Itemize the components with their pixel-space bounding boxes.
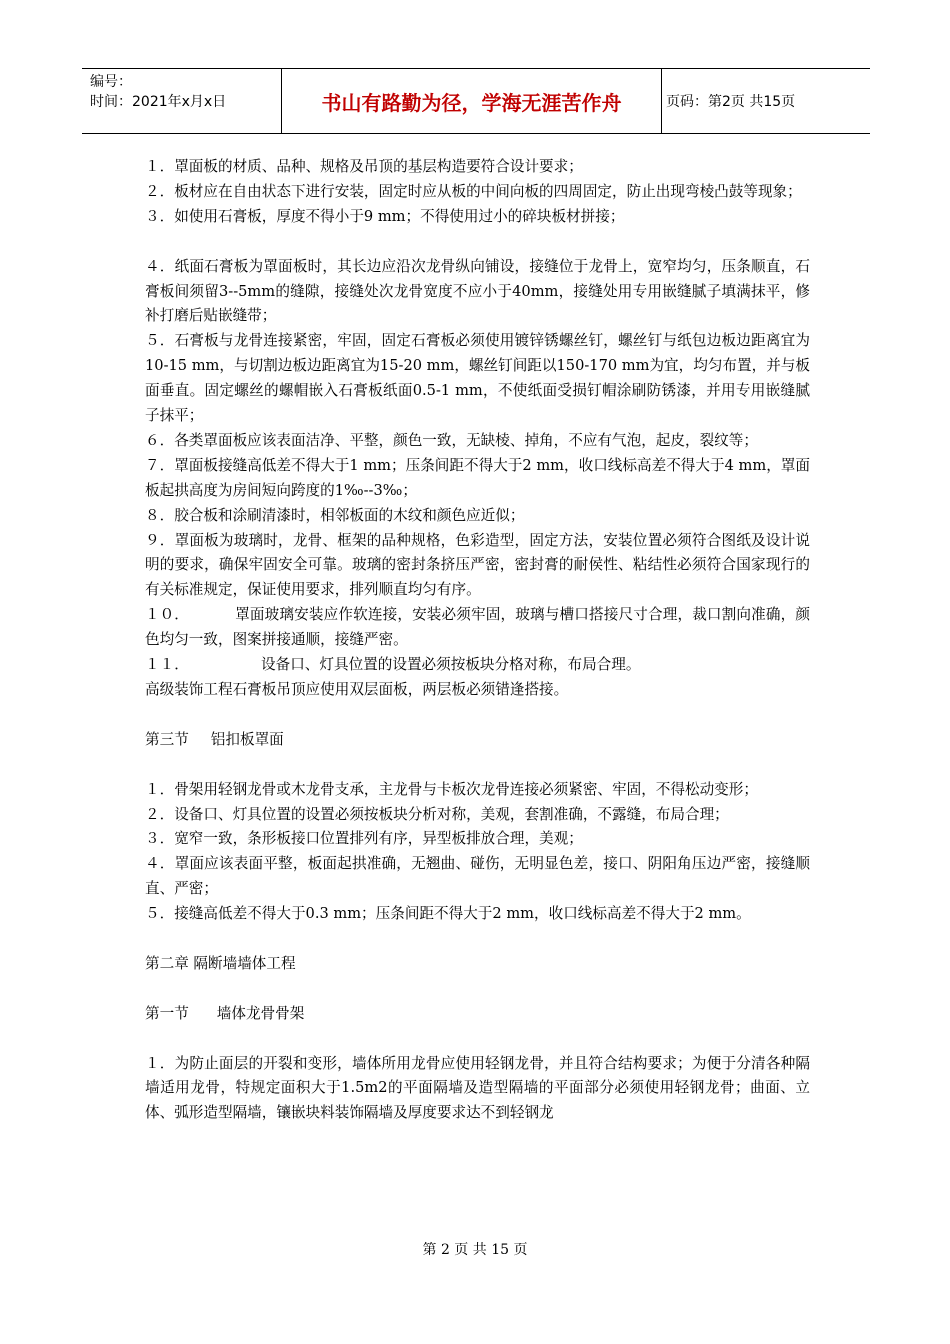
section-number: 第一节 <box>145 1004 189 1022</box>
date-label: 时间：2021年x月x日 <box>90 94 227 110</box>
paragraph: ７．罩面板接缝高低差不得大于1 mm；压条间距不得大于2 mm，收口线标高差不得大于4 mm，罩面板起拱高度为房间短向跨度的1‰--3‰； <box>145 456 810 499</box>
document-body <box>145 155 810 1126</box>
header-meta-cell <box>82 69 282 133</box>
paragraph: ３．宽窄一致，条形板接口位置排列有序，异型板排放合理，美观； <box>145 830 583 848</box>
page-footer: 第 2 页 共 15 页 <box>422 1242 528 1258</box>
section-number: 第三节 <box>145 730 189 748</box>
section-title: 铝扣板罩面 <box>210 730 284 748</box>
paragraph-number: １１． <box>145 656 189 674</box>
paragraph: ５．石膏板与龙骨连接紧密，牢固，固定石膏板必须使用镀锌锈螺丝钉，螺丝钉与纸包边板边距离宜为10-15 mm，与切割边板边距离宜为15-20 mm，螺丝钉间距以150-170 mm为宜，均匀布置，并与板面垂直。固定螺丝的螺帽嵌入石膏板纸面0.5-1 mm，不使纸面受损钉帽涂刷防锈漆，并用专用嵌缝腻子抹平； <box>145 332 810 425</box>
paragraph: ４．纸面石膏板为罩面板时，其长边应沿次龙骨纵向铺设，接缝位于龙骨上，宽窄均匀，压条顺直，石膏板间须留3--5mm的缝隙，接缝处次龙骨宽度不应小于40mm，接缝处用专用嵌缝腻子填满抹平，修补打磨后贴嵌缝带； <box>145 257 810 325</box>
paragraph-text: 设备口、灯具位置的设置必须按板块分格对称，布局合理。 <box>261 656 641 674</box>
header-motto: 书山有路勤为径，学海无涯苦作舟 <box>282 69 662 133</box>
paragraph: 高级装饰工程石膏板吊顶应使用双层面板，两层板必须错逢搭接。 <box>145 681 569 699</box>
chapter-heading: 第二章 隔断墙墙体工程 <box>145 954 296 972</box>
paragraph: ４．罩面应该表面平整，板面起拱准确，无翘曲、碰伤，无明显色差，接口、阴阳角压边严密，接缝顺直、严密； <box>145 855 810 898</box>
paragraph: ３．如使用石膏板，厚度不得小于9 mm；不得使用过小的碎块板材拼接； <box>145 207 625 225</box>
paragraph: ５．接缝高低差不得大于0.3 mm；压条间距不得大于2 mm，收口线标高差不得大于2 mm。 <box>145 905 751 923</box>
section-heading <box>145 728 810 753</box>
paragraph: ２．设备口、灯具位置的设置必须按板块分析对称，美观，套割准确，不露缝，布局合理； <box>145 805 729 823</box>
paragraph: １．骨架用轻钢龙骨或木龙骨支承，主龙骨与卡板次龙骨连接必须紧密、牢固，不得松动变形； <box>145 780 758 798</box>
section-heading <box>145 1002 810 1027</box>
paragraph: ２．板材应在自由状态下进行安装，固定时应从板的中间向板的四周固定，防止出现弯棱凸鼓等现象； <box>145 182 802 200</box>
paragraph-10 <box>145 603 810 653</box>
page-header <box>82 68 870 134</box>
paragraph: １．罩面板的材质、品种、规格及吊顶的基层构造要符合设计要求； <box>145 158 583 175</box>
paragraph: ８．胶合板和涂刷清漆时，相邻板面的木纹和颜色应近似； <box>145 506 525 524</box>
section-title: 墙体龙骨骨架 <box>216 1004 305 1022</box>
number-label: 编号： <box>90 74 132 90</box>
header-page-label: 页码：第2页 共15页 <box>666 94 796 110</box>
paragraph-number: １０． <box>145 606 189 624</box>
paragraph-text: 罩面玻璃安装应作软连接，安装必须牢固，玻璃与槽口搭接尺寸合理，裁口割向准确，颜色均匀一致，图案拼接通顺，接缝严密。 <box>145 606 810 649</box>
paragraph: ９．罩面板为玻璃时，龙骨、框架的品种规格，色彩造型，固定方法，安装位置必须符合图纸及设计说明的要求，确保牢固安全可靠。玻璃的密封条挤压严密，密封膏的耐侯性、粘结性必须符合国家现行的有关标准规定，保证使用要求，排列顺直均匀有序。 <box>145 531 810 599</box>
paragraph: ６．各类罩面板应该表面洁净、平整，颜色一致，无缺棱、掉角，不应有气泡，起皮，裂纹等； <box>145 431 758 449</box>
paragraph: １．为防止面层的开裂和变形，墙体所用龙骨应使用轻钢龙骨，并且符合结构要求；为便于分清各种隔墙适用龙骨，特规定面积大于1.5m2的平面隔墙及造型隔墙的平面部分必须使用轻钢龙骨；曲面、立体、弧形造型隔墙，镶嵌块料装饰隔墙及厚度要求达不到轻钢龙 <box>145 1054 810 1122</box>
paragraph-11 <box>145 653 810 678</box>
